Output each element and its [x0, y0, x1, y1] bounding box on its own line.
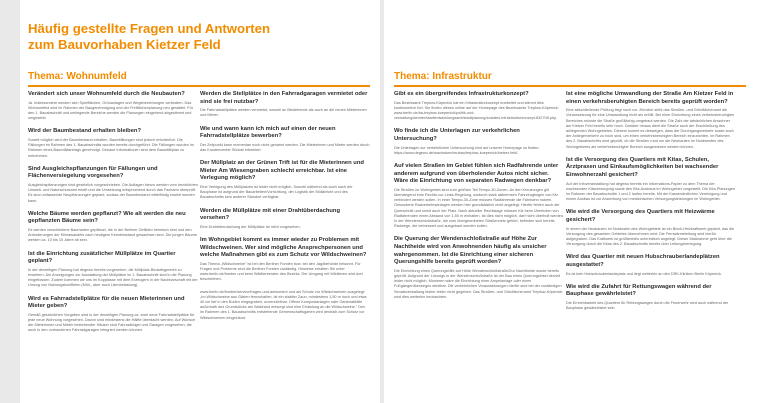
faq-answer: Die Fahrradstellplätze werden vermietet, sowohl an Bestehende als auch an die neuen Mieterinnen und Mieter.	[200, 108, 367, 118]
faq-column-3	[394, 91, 564, 397]
faq-question: Ist eine mögliche Umwandlung der Straße Am Kietzer Feld in einen verkehrsberuhigten Bereich bereits geprüft worden?	[566, 91, 734, 105]
faq-answer: Die Einrichtung eines Querungshilfe auf Höhe Wendenschloßstraße/Zur Nachtheide wurde bereits geprüft. Aufgrund der Lösungs in der Wendenschloßstraße ist der Bau eines Querungsinsel derzeit leider nicht möglich. Monieren wäre die Einrichtung einer Ampelanlage oder eines Fußgängerüberweges denkbar. Die verkehrlichen Voraussetzungen hierfür sind bei der zuständigen Senatsverwaltung bisher leider nicht gegeben. Das Straßen- und Grünflächenamt Treptow-Köpenick wird dies weiterhin beobachten.	[394, 268, 563, 299]
section-rule-infrastruktur	[394, 85, 746, 87]
faq-answer: In der derzeitigen Planung hat degewo bereits vorgesehen, die Müllplatz-Bedarfsgerecht zu erweitern. Am Anzeigungen zur Ausstattung der Müllplätze im 1. Bauabschnitt sind in die Planung eingeflossen. Zudem kommen wir uns im Kopplasse mit dem Erzeugern in der Nachbarschaft mit der Umzug von Nutzungskonflikten (Müll-, aber auch Lärmbelastung).	[28, 267, 198, 288]
faq-column-1	[28, 91, 198, 397]
section-heading-wohnumfeld: Thema: Wohnumfeld	[28, 71, 127, 82]
faq-answer: Eine abschließende Prüfung liegt noch vor. Ziemlich sieht das Straßen- und Grünflächenamt die Voraussetzung für eine Umwandlung nicht als erfüllt. Bei einer Einrichtung eines verkehrsberuhigten Bereiches müsste die Straße großflächig umgebaut werden. Die Zahl der tatsächlichen Anwohner am Kietzer Feld bereits sehr hoch. Darüber hinaus dient die Straße auch der Erschließung des anliegenden Wohngebietes. Diesem kommt es deswegen, dass der Durchgangsverkehr sowie auch der Anliegerverkehr zu hoch sind, um einen verkehrsberuhigten Bereich einzurichten. Im Rahmen des 2. Bauabschnitts wird geprüft, ob die Straßen rund um die Neubauten im Nordwesten des Wohngebietes als verkehrsberuhigter Bereich ausgewiesen werden können.	[566, 108, 735, 149]
faq-question: Wird das Quartier mit neuen Hubschrauberlandeplätzen ausgestattet?	[566, 254, 720, 268]
faq-question: Im Wohngebiet kommt es immer wieder zu Problemen mit Wildschweinen. Wer sind mögliche Ansprechpersonen und welche Maßnahmen gibt es zum Schutz vor Wildschweinen?	[200, 236, 367, 259]
faq-question: Wie und wann kann ich mich auf einen der neuen Fahrradstellplätze bewerben?	[200, 125, 336, 140]
faq-answer: Eine Drahtüberdachung der Müllplätze ist nicht vorgesehen.	[200, 224, 301, 229]
faq-question: Sind Ausgleichspflanzungen für Fällungen und Flächenversiegelung vorgesehen?	[28, 165, 158, 180]
faq-question: Wo finde ich die Unterlagen zur verkehrlichen Untersuchung?	[394, 128, 520, 142]
faq-answer: Ja. Insbesondere werden sich Spielflächen, Grünanlagen und Wegebeziehungen verändern. Das Wohnumfeld wird im Rahmen der Baugenehmigung und der Freiflächenplanung neu gestaltet. Für den 1. Bauabschnitt und umliegende Bereiche werden die Planungen eingehend abgestimmt und umgesetzt.	[28, 100, 193, 121]
faq-answer: Auf der Infoveranstaltung hat degewo bereits ein Informations-Papier zu dem Thema der wachsenden Kitaversorgung sowie des Kita-Ausbaus im Wohngebiet vorgestellt. Die Kita-Planungen im Rahmen der Bauabschnitte 1 und 2 laufen bereits. Mit der Kassenärztlichen Vereinigung und einem Ausbau ist zur Anwerbung von medizinischen Versorgungsleistungen im Wohngebiet.	[566, 181, 735, 202]
faq-column-4	[566, 91, 736, 397]
faq-answer: Gemäß gesetzlichen Vorgaben sind in der derzeitigen Planung ca. zwei neue Fahrradstellplätze für jede neue Wohnung vorgesehen. Davon sind mindestens die Hälfte überdacht werden. Auf Wunsch der Mieterinnen und Mieter bestehender Häuser sind Fahrradbügel und Garagen vorgesehen, die auch in den vorhandenen Fahrradgaragen integriert werden können.	[28, 312, 196, 333]
faq-question: Wird der Baumbestand erhalten bleiben?	[28, 128, 142, 135]
faq-answer: In einem der Neubauten im Nordosten des Wohngebiets ist ein Block-Heizkraftwerk geplant, das die Versorgung des gesamten Gebietes übernehmen wird. Die Fernwärmeleitung wird hierfür aufgegraben. Das Kraftwerk ist größtenteils unterirdisch angelegt. Dieser Maßnahme geht über die Versorgung durch die Kitas des 2. Bauabschnitts bereits über Leitungsverlegung.	[566, 226, 735, 247]
faq-answer: Das Bezirksamt Treptow-Köpenick hat ein Infrastrukturkonzept erarbeitet und stimmt dies kontinuierlich fort. Sie finden dieses online auf der Homepage des Bezirksamts Treptow-Köpenick: www.berlin.de/ba-treptow-koepenick/politik-und-verwaltung/aemter/stadtentwicklungsamt/stadtplanung/soziales-infrastrukturkonzept-832708.php.	[394, 100, 559, 121]
faq-column-2	[200, 91, 370, 397]
faq-question: Ist die Einrichtung zusätzlicher Müllplätze im Quartier geplant?	[28, 250, 176, 265]
faq-question: Wird es Fahrradstellplätze für die neuen Mieterinnen und Mieter geben?	[28, 295, 185, 310]
faq-question: Die Querung der Wendenschloßstraße auf Höhe Zur Nachtheide wird von Anwohnenden häufig als unsicher wahrgenommen. Ist die Einrichtung einer sicheren Querungshilfe bereits geprüft worden?	[394, 236, 547, 266]
page-title-line-1: Häufig gestellte Fragen und Antworten	[28, 21, 271, 36]
faq-answer: Das Thema „Wildschweine" ist bei den Berliner Forsten bzw. bei den Jagdbehörde bekannt. Für Fragen und Probleme sind die Berliner Forsten zuständig. Hinweise erhalten Sie unter www.berlin.de/forsten und beim Wildtierberater des Bezirks. Der Umgang mit Wildtieren wird dort beschrieben.	[200, 261, 363, 282]
faq-answer: Die Erreichbarkeit des Quartiers für Rettungswagen durch die Feuerwehr wird auch während der Bauphase gewährleistet sein.	[566, 300, 729, 311]
faq-answer: Es ist kein Hubschrauberlandeplatz und liegt weiterhin an den DRK-Kliniken Berlin Köpenick.	[566, 271, 722, 276]
faq-answer: Der Zeitpunkt kann momentan noch nicht genannt werden. Die Mieterinnen und Mieter werden durch das Kundencenter Südost informiert.	[200, 142, 370, 152]
faq-question: Auf vielen Straßen im Gebiet fühlen sich Radfahrende unter anderem aufgrund von überholender Autos nicht sicher. Wäre die Einrichtung von separaten Radwegen denkbar?	[394, 163, 559, 185]
faq-question: Ist die Versorgung des Quartiers mit Kitas, Schulen, Ärztpraxen und Einkaufsmöglichkeiten bei wachsender Einwohnerzahl gesichert?	[566, 156, 719, 178]
page-title-line-2: zum Bauvorhaben Kietzer Feld	[28, 37, 221, 52]
faq-question: Der Müllplatz an der Grünen Trift ist für die Mieterinnen und Mieter Am Wiesengraben schlecht erreichbar. Ist eine Verlegung möglich?	[200, 160, 364, 182]
section-rule-wohnumfeld	[28, 85, 370, 87]
faq-answer: www.berlin.de/forsten/service/fragen-und-antworten/ und als Schutz vor Wildschweinen ausgelegt: „Im Wildschweine aus Gärten fernzuhalten, ist ein stabiler Zaun, mindestens 1,50 m hoch und etwa 40 cm tief in den Boden eingegraben, unverzichtbar. Offene Kompostanlagen oder Gartenabfälle außerhalb des Grundstücks am Waldrand entsorgt sind eine Einladung an die Wildschweine." Den im Rahmen des 1. Bauabschnitts entstehende Gemeinschaftsgarten wird deshalb zum Schutz vor Wildschweinen eingezäunt.	[200, 289, 367, 320]
faq-answer: Es werden verschiedene Baumarten gepflanzt, die in der Berliner Gefilden heimisch sind und den Anforderungen der Klimawandels nach heutigem Kenntnisstand gewachsen sind. Die jungen Bäume werden ca. 10 bis 15 Jahre alt sein.	[28, 228, 197, 243]
page-title	[28, 21, 368, 53]
faq-question: Verändert sich unser Wohnumfeld durch die Neubauten?	[28, 91, 185, 97]
section-heading-infrastruktur: Thema: Infrastruktur	[394, 71, 492, 82]
faq-answer: Die Straßen im Wohngebiet sind zum größten Teil Tempo-30-Zonen. An den Kreuzungen gilt überwiegend eine Rechts-vor-Links-Regelung, wodurch stark abbremsen Fahrzeugfolgen von Kfz verhindert werden sollen. In einer Tempo-30-Zone müssen Radfahrende die Fahrbahn nutzen. Gesonderte Radverkehrsanlagen werden hier grundsätzlich nicht angelegt. Hierfür fehlen auch der Querschnitt und somit auch der Platz. Nach aktueller Rechtslage müssen Kfz beim Überholen von Radfahrenden einen Abstand von 1,50 m einhalten. Ist dies nicht möglich, darf nicht überholt werden. In der Wendenschloßstraße, die zum übergeordneten Straßennetz gehört, befinden sich bereits Radwege, die verbessert und ausgebaut werden sollen.	[394, 187, 564, 229]
faq-answer: Soweit möglich wird der Baumbestand erhalten. Baumfällungen sind jedoch erforderlich. Die Fällungen im Rahmen des 1. Bauabschnitts wurden bereits durchgeführt. Die Fällungen wurden im Rahmen eines Baumfällantrags genehmigt. Genaue Informationen sind dem Baumfällplan zu entnehmen.	[28, 138, 194, 158]
faq-question: Werden die Stellplätze in den Fahrradgaragen vermietet oder sind sie frei nutzbar?	[200, 91, 368, 105]
faq-answer: Ausgleichspflanzungen sind gesetzlich vorgeschrieben. Die Auflagen hierzu werden vom bezirklichen Umwelt- und Naturschutzamt erteilt und die Umsetzung entsprechend durch das Fachamt überprüft. Es sind umfassende Neupflanzungen geplant, sodass der Baumbestand mittelfristig ersetzt werden kann.	[28, 183, 198, 203]
faq-answer: Die Unterlagen zur verkehrlichen Untersuchung sind auf unserer Homepage zu finden: https://www.degewo.de/wachstum/neubau/treptow-koepenick/kietzer-feld/.	[394, 145, 540, 155]
faq-question: Gibt es ein übergreifendes Infrastrukturkonzept?	[394, 91, 529, 97]
faq-question: Wie wird die Versorgung des Quartiers mit Heizwärme gesichert?	[566, 209, 715, 223]
faq-answer: Eine Verlegung des Müllplatzes ist leider nicht möglich. Sowohl während als auch nach der Bauphase ist aufgrund der Bauarbeiten/Vorrichtung, der Logistik der Müllabfuhr und des Bauabschnitts kein anderer Standort verfügbar.	[200, 184, 353, 200]
faq-question: Welche Bäume werden gepflanzt? Wie alt werden die neu gepflanzten Bäume sein?	[28, 210, 186, 225]
faq-question: Werden die Müllplätze mit einer Drahtüberdachung versehen?	[200, 207, 341, 222]
faq-question: Wie wird die Zufahrt für Rettungswagen während der Bauphase gewährleistet?	[566, 283, 712, 298]
